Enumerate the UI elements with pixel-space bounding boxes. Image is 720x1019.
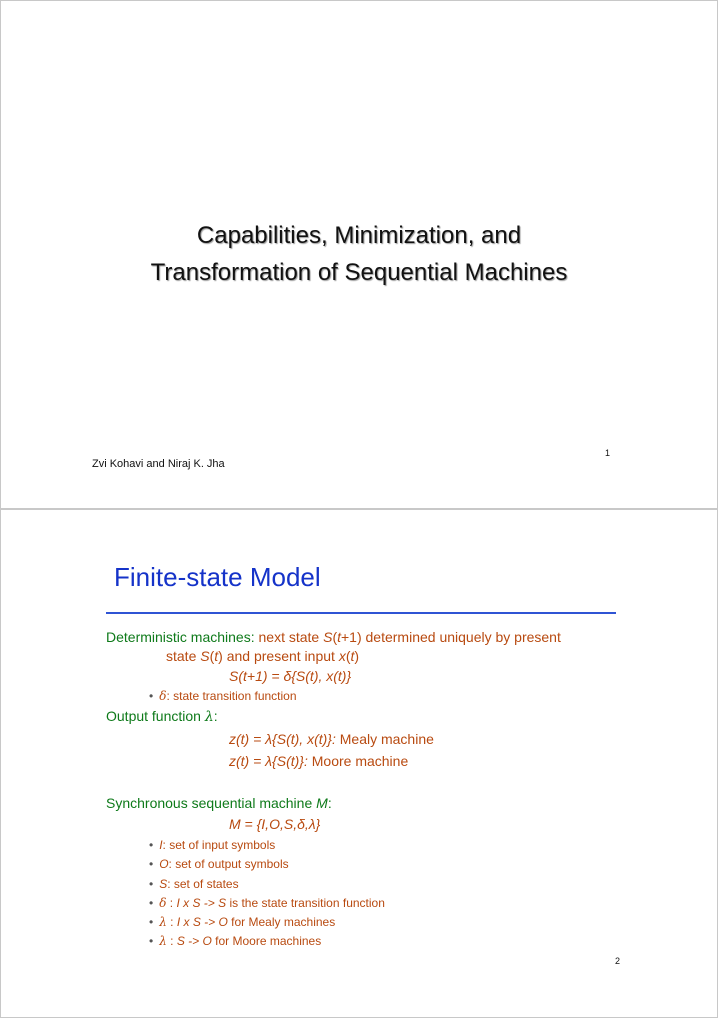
moore-label: Moore machine [311,753,409,769]
bullet-sym: I [159,838,163,852]
deterministic-label: Deterministic machines: [106,629,255,645]
bullet-dot: • [149,896,154,910]
authors: Zvi Kohavi and Niraj K. Jha [92,458,225,470]
det-text-a: next state [258,629,320,645]
bullet-text: for Moore machines [211,934,322,948]
bullet-dot: • [149,877,154,891]
delta-desc: : state transition function [166,689,297,703]
det-text-d: and present input [226,648,335,664]
bullet-pre: : [166,915,177,929]
bullet-italic: S -> O [176,934,212,948]
deterministic-line-1 [106,629,561,645]
next-state-formula: S(t+1) = δ{S(t), x(t)} [229,668,352,684]
bullet-italic: I x S -> S [176,896,227,910]
bullet-text: : set of output symbols [168,857,289,871]
slide-1 [0,0,718,509]
lambda-symbol: λ [204,709,214,725]
bullet-text: : set of input symbols [162,838,276,852]
bullet-dot: • [149,857,154,871]
bullet-dot: • [149,838,154,852]
delta-bullet [149,689,297,703]
det-text-b: determined uniquely by present [365,629,561,645]
title-line-2: Transformation of Sequential Machines [150,259,568,286]
sync-machine-line: Synchronous sequential machine M: [106,795,332,811]
bullet-dot: • [149,934,154,948]
bullet-italic: I x S -> O [176,915,228,929]
slide-2-title: Finite-state Model [114,562,321,592]
bullet-sym: S [159,877,168,891]
bullet-mealy [149,915,335,929]
title-line-1: Capabilities, Minimization, and [196,222,522,249]
slide-2 [0,509,718,1018]
title-underline [106,612,616,614]
moore-line [229,753,408,769]
m-formula: M = {I,O,S,δ,λ} [229,816,321,832]
sync-label: Synchronous sequential machine [106,795,313,811]
output-label: Output function [106,708,201,724]
present-state-expr: S(t) [200,648,223,664]
sync-var: M [316,795,328,811]
deterministic-line-2 [166,648,359,664]
mealy-label: Mealy machine [339,731,434,747]
slide-1-title [1,217,717,291]
moore-formula: z(t) = λ{S(t)}: [229,753,308,769]
bullet-text: is the state transition function [226,896,385,910]
bullet-pre: : [166,934,177,948]
page-number: 2 [615,956,621,966]
delta-symbol: δ [159,689,167,703]
bullet-text: for Mealy machines [227,915,336,929]
bullet-sym: δ [159,896,167,910]
bullet-input-symbols [149,838,275,852]
bullet-states [149,877,239,891]
mealy-line [229,731,434,747]
bullet-dot: • [149,689,154,703]
bullet-pre: : [166,896,177,910]
det-text-c: state [166,648,197,664]
bullet-transition [149,896,385,910]
bullet-dot: • [149,915,154,929]
output-function-line: Output function λ: [106,708,218,725]
bullet-sym: λ [159,934,167,948]
next-state-expr: S(t+1) [323,629,362,645]
page-number: 1 [605,448,611,458]
mealy-formula: z(t) = λ{S(t), x(t)}: [229,731,336,747]
bullet-moore [149,934,321,948]
bullet-output-symbols [149,857,289,871]
present-input-expr: x(t) [338,648,360,664]
bullet-text: : set of states [167,877,239,891]
bullet-sym: O [159,857,169,871]
bullet-sym: λ [159,915,167,929]
